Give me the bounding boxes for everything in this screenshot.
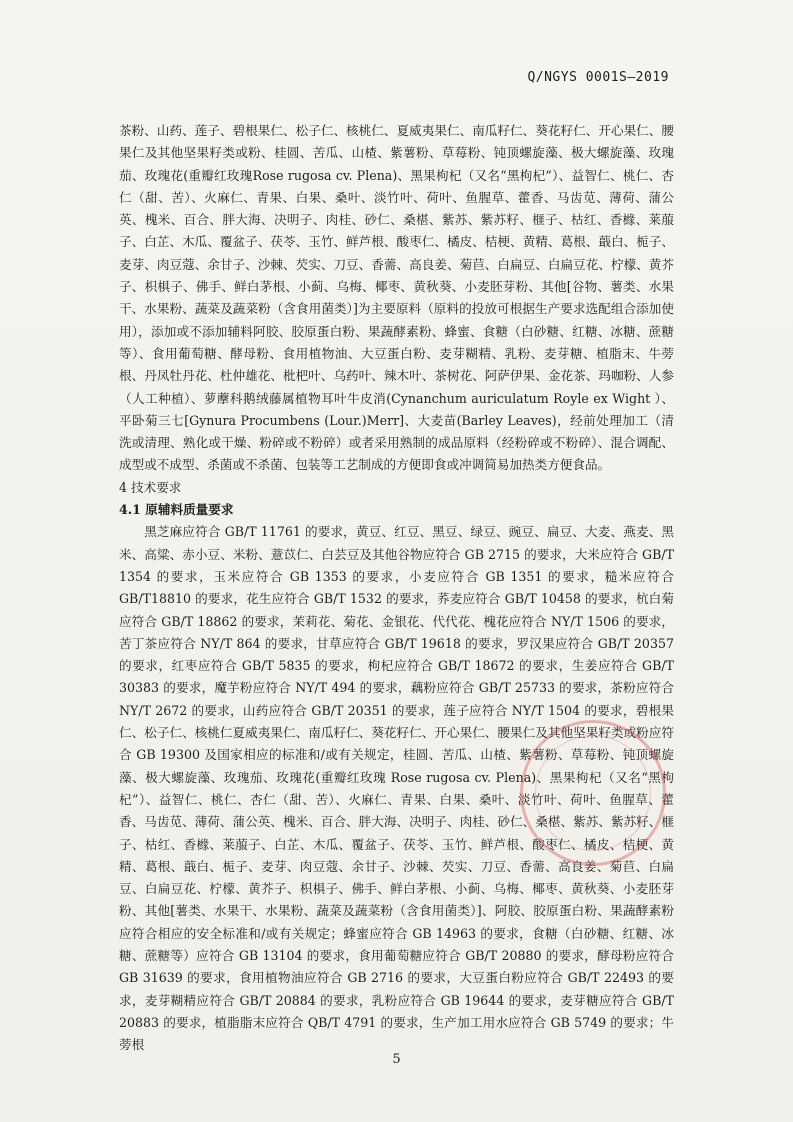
paragraph-raw-materials: 茶粉、山药、莲子、碧根果仁、松子仁、核桃仁、夏威夷果仁、南瓜籽仁、葵花籽仁、开心果仁、腰果仁及其他坚果籽类或粉、桂圆、苦瓜、山楂、紫薯粉、草莓粉、钝顶螺旋藻、极大螺旋藻、玫瑰茄、玫瑰花(重瓣红玫瑰Rose rugosa cv. Plena)、黑果枸杞（又名“黑枸杞”）、益智仁、桃仁、杏仁（甜、苦）、火麻仁、青果、白果、桑叶、淡竹叶、荷叶、鱼腥草、藿香、马齿苋、薄荷、蒲公英、槐米、百合、胖大海、决明子、肉桂、砂仁、桑椹、紫苏、紫苏籽、榧子、枯红、香橼、莱菔子、白芷、木瓜、覆盆子、茯苓、玉竹、鲜芦根、酸枣仁、橘皮、桔梗、黄精、葛根、蕺白、栀子、麦芽、肉豆蔻、余甘子、沙棘、芡实、刀豆、香薷、高良姜、菊苣、白扁豆、白扁豆花、柠檬、黄芥子、枳椇子、佛手、鲜白茅根、小蓟、乌梅、椰枣、黄秋葵、小麦胚芽粉、其他[谷物、薯类、水果干、水果粉、蔬菜及蔬菜粉（含食用菌类）]为主要原料（原料的投放可根据生产要求选配组合添加使用），添加或不添加辅料阿胶、胶原蛋白粉、果蔬酵素粉、蜂蜜、食糖（白砂糖、红糖、冰糖、蔗糖等）、食用葡萄糖、酵母粉、食用植物油、大豆蛋白粉、麦芽糊精、乳粉、麦芽糖、植脂末、牛蒡根、丹凤牡丹花、杜仲雄花、枇杷叶、乌药叶、辣木叶、茶树花、阿萨伊果、金花茶、玛咖粉、人参（人工种植）、萝藦科鹅绒藤属植物耳叶牛皮消(Cynanchum auriculatum Royle ex Wight ）、平卧菊三七[Gynura Procumbens (Lour.)Merr]、大麦苗(Barley Leaves)，经前处理加工（清洗或清理、熟化或干燥、粉碎或不粉碎）或者采用熟制的成品原料（经粉碎或不粉碎）、混合调配、成型或不成型、杀菌或不杀菌、包装等工艺制成的方便即食或冲调简易加热类方便食品。 <box>119 123 674 473</box>
page-number: 5 <box>392 1052 401 1067</box>
section-heading: 4 技术要求 <box>119 479 182 495</box>
paragraph-quality-requirements: 黑芝麻应符合 GB/T 11761 的要求，黄豆、红豆、黑豆、绿豆、豌豆、扁豆、大麦、燕麦、黑米、高粱、赤小豆、米粉、薏苡仁、白芸豆及其他谷物应符合 GB 2715 的要求，大米应符合 GB/T 1354 的要求，玉米应符合 GB 1353 的要求，小麦应符合 GB 1351 的要求，糙米应符合 GB/T18810 的要求，花生应符合 GB/T 1532 的要求，荞麦应符合 GB/T 10458 的要求，杭白菊应符合 GB/T 18862 的要求，茉莉花、菊花、金银花、代代花、槐花应符合 NY/T 1506 的要求，苦丁茶应符合 NY/T 864 的要求，甘草应符合 GB/T 19618 的要求，罗汉果应符合 GB/T 20357 的要求，红枣应符合 GB/T 5835 的要求，枸杞应符合 GB/T 18672 的要求，生姜应符合 GB/T 30383 的要求，魔芋粉应符合 NY/T 494 的要求，藕粉应符合 GB/T 25733 的要求，茶粉应符合 NY/T 2672 的要求，山药应符合 GB/T 20351 的要求，莲子应符合 NY/T 1504 的要求，碧根果仁、松子仁、核桃仁夏威夷果仁、南瓜籽仁、葵花籽仁、开心果仁、腰果仁及其他坚果籽类或粉应符合 GB 19300 及国家相应的标准和/或有关规定，桂圆、苦瓜、山楂、紫薯粉、草莓粉、钝顶螺旋藻、极大螺旋藻、玫瑰茄、玫瑰花(重瓣红玫瑰 Rose rugosa cv. Plena)、黑果枸杞（又名“黑枸杞”）、益智仁、桃仁、杏仁（甜、苦）、火麻仁、青果、白果、桑叶、淡竹叶、荷叶、鱼腥草、藿香、马齿苋、薄荷、蒲公英、槐米、百合、胖大海、决明子、肉桂、砂仁、桑椹、紫苏、紫苏籽、榧子、枯红、香橼、莱菔子、白芷、木瓜、覆盆子、茯苓、玉竹、鲜芦根、酸枣仁、橘皮、桔梗、黄精、葛根、蕺白、栀子、麦芽、肉豆蔻、余甘子、沙棘、芡实、刀豆、香薷、高良姜、菊苣、白扁豆、白扁豆花、柠檬、黄芥子、枳椇子、佛手、鲜白茅根、小蓟、乌梅、椰枣、黄秋葵、小麦胚芽粉、其他[薯类、水果干、水果粉、蔬菜及蔬菜粉（含食用菌类）]、阿胶、胶原蛋白粉、果蔬酵素粉应符合相应的安全标准和/或有关规定；蜂蜜应符合 GB 14963 的要求，食糖（白砂糖、红糖、冰糖、蔗糖等）应符合 GB 13104 的要求，食用葡萄糖应符合 GB/T 20880 的要求，酵母粉应符合 GB 31639 的要求，食用植物油应符合 GB 2716 的要求，大豆蛋白粉应符合 GB/T 22493 的要求，麦芽糊精应符合 GB/T 20884 的要求，乳粉应符合 GB 19644 的要求，麦芽糖应符合 GB/T 20883 的要求，植脂脂末应符合 QB/T 4791 的要求，生产加工用水应符合 GB 5749 的要求；牛蒡根 <box>119 524 674 1053</box>
standard-code: Q/NGYS 0001S—2019 <box>527 70 669 85</box>
document-body <box>119 120 674 1056</box>
subsection-heading: 4.1 原辅料质量要求 <box>119 502 234 518</box>
